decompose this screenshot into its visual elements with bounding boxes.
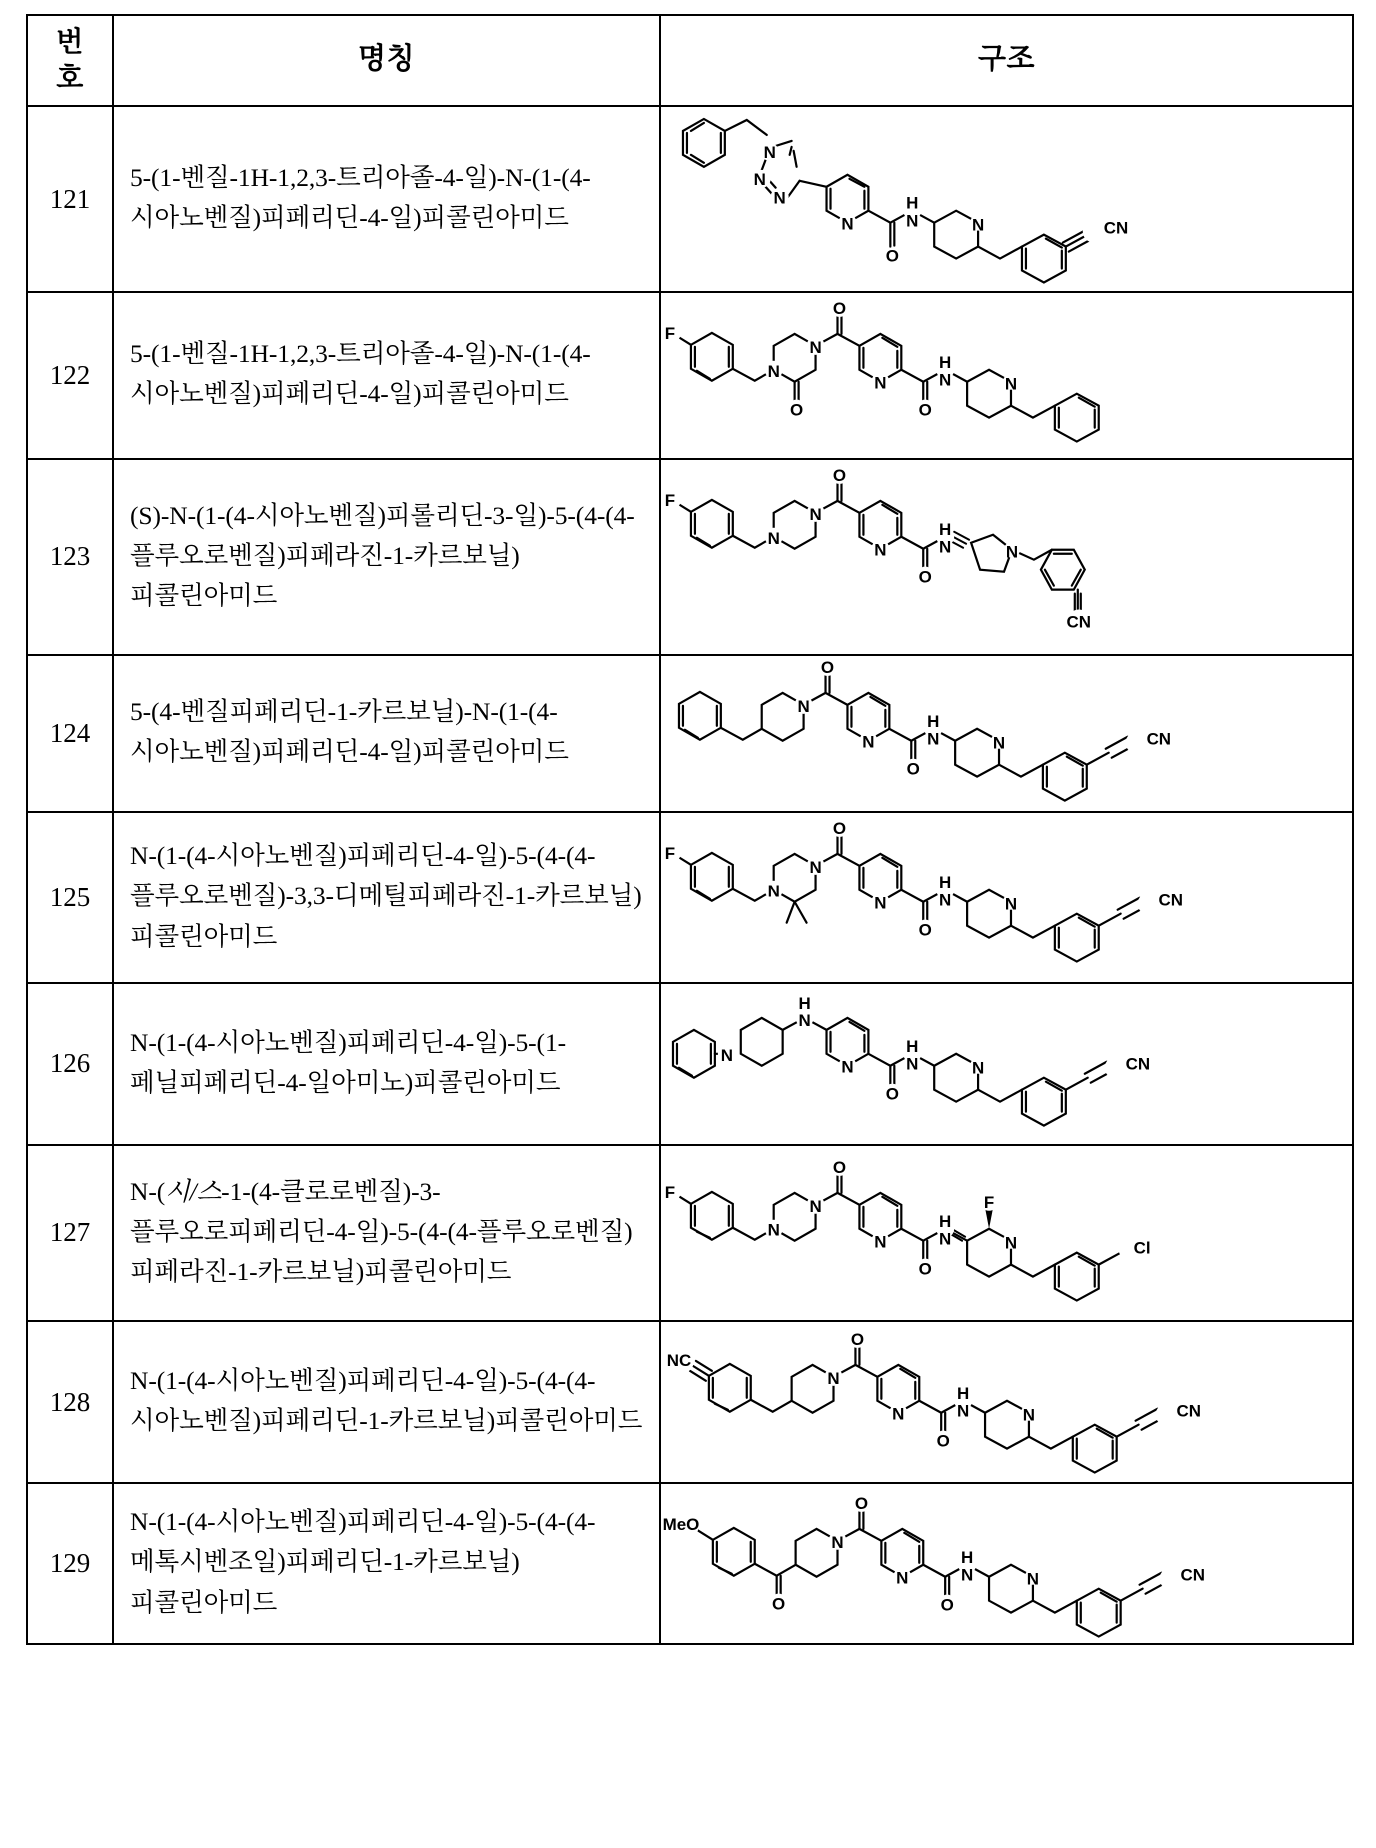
atom-label-piperidine-n: N — [1004, 374, 1018, 394]
atom-label-n2: N — [753, 169, 766, 189]
atom-label-amide-n: N — [927, 729, 940, 749]
atom-label-piperazine-n4: N — [767, 528, 780, 548]
atom-label-piperidine-n: N — [1004, 1233, 1018, 1253]
atom-label-cn: CN — [1146, 729, 1172, 749]
atom-label-aniline-n: N — [720, 1045, 733, 1065]
table-row — [27, 983, 1353, 1145]
atom-label-carbonyl-o2: O — [936, 1431, 950, 1451]
structure-diagram-124 — [661, 656, 1352, 811]
compound-number: 122 — [27, 292, 113, 459]
atom-label-carbonyl-o1: O — [832, 818, 847, 838]
atom-label-piperazine-n4: N — [767, 1220, 780, 1240]
atom-label-ketone-o: O — [772, 1594, 786, 1614]
compound-number: 128 — [27, 1321, 113, 1483]
atom-label-cn: CN — [1158, 890, 1184, 910]
atom-label-pyridine-n: N — [841, 214, 854, 234]
atom-label-carbonyl-o2: O — [918, 1259, 932, 1279]
atom-label-cn: CN — [1176, 1401, 1201, 1421]
atom-label-amide-n: N — [939, 1229, 952, 1249]
compound-name: N-(1-(4-시아노벤질)피페리딘-4-일)-5-(1-페닐피페리딘-4-일아미노)피콜린아미드 — [113, 983, 660, 1145]
atom-label-pyridine-n: N — [874, 373, 887, 393]
atom-label-nh-h: H — [798, 994, 811, 1014]
column-header-name: 명칭 — [113, 15, 660, 106]
atom-label-f: F — [664, 324, 676, 344]
atom-label-n1: N — [763, 142, 776, 162]
atom-label-amide-h: H — [906, 193, 919, 213]
atom-label-lactam-o: O — [790, 400, 804, 420]
compound-number: 129 — [27, 1483, 113, 1645]
table-row — [27, 106, 1353, 292]
compound-structure — [660, 655, 1353, 812]
compound-name: 5-(1-벤질-1H-1,2,3-트리아졸-4-일)-N-(1-(4-시아노벤질)피페리딘-4-일)피콜린아미드 — [113, 106, 660, 292]
atom-label-piperazine-n1: N — [809, 338, 822, 358]
atom-label-cn: CN — [1066, 612, 1092, 632]
atom-label-piperidine-n2: N — [1026, 1569, 1040, 1589]
table-row — [27, 459, 1353, 655]
column-header-number — [27, 15, 113, 106]
atom-label-piperazine-n4: N — [767, 361, 780, 381]
atom-label-pyridine-n: N — [874, 1232, 887, 1252]
compound-name: 5-(4-벤질피페리딘-1-카르보닐)-N-(1-(4-시아노벤질)피페리딘-4-일)피콜린아미드 — [113, 655, 660, 812]
atom-label-cn: CN — [1103, 218, 1129, 238]
table-row — [27, 1145, 1353, 1321]
atom-label-piperidine-n: N — [971, 1058, 985, 1078]
atom-label-piperazine-n1: N — [809, 504, 822, 524]
atom-label-amide-n: N — [960, 1565, 974, 1585]
structure-diagram-129 — [661, 1484, 1352, 1644]
compound-structure — [660, 1321, 1353, 1483]
table-row — [27, 292, 1353, 459]
atom-label-piperidine-n2: N — [1022, 1405, 1036, 1425]
atom-label-f: F — [664, 490, 676, 510]
compound-name: N-(1-(4-시아노벤질)피페리딘-4-일)-5-(4-(4-플루오로벤질)-3,3-디메틸피페라진-1-카르보닐)피콜린아미드 — [113, 812, 660, 984]
atom-label-pyrrolidine-n: N — [1005, 542, 1019, 562]
compound-name — [113, 1145, 660, 1321]
atom-label-amide-h: H — [939, 519, 952, 539]
atom-label-n3: N — [773, 188, 786, 208]
atom-label-f1: F — [664, 1182, 676, 1202]
atom-label-nc: NC — [666, 1351, 692, 1371]
structure-diagram-126 — [661, 984, 1352, 1144]
atom-label-amide-n: N — [939, 537, 952, 557]
atom-label-meo: MeO — [662, 1514, 700, 1534]
atom-label-piperazine-n4: N — [767, 881, 780, 901]
table-row — [27, 1321, 1353, 1483]
column-header-structure: 구조 — [660, 15, 1353, 106]
compound-number: 125 — [27, 812, 113, 984]
atom-label-pyridine-n: N — [874, 540, 887, 560]
atom-label-amide-n: N — [939, 890, 952, 910]
atom-label-carbonyl-o2: O — [918, 567, 932, 587]
atom-label-carbonyl-o2: O — [918, 920, 932, 940]
atom-label-nh-n: N — [798, 1011, 811, 1031]
atom-label-amide-h: H — [906, 1037, 919, 1057]
atom-label-piperidine-n2: N — [992, 733, 1006, 753]
atom-label-carbonyl-o1: O — [854, 1493, 869, 1513]
structure-diagram-121 — [661, 107, 1352, 291]
atom-label-cn: CN — [1125, 1054, 1151, 1074]
column-header-number-line1: 번 — [56, 26, 84, 57]
compound-number: 127 — [27, 1145, 113, 1321]
atom-label-pyridine-n: N — [874, 893, 887, 913]
atom-label-carbonyl-o1: O — [850, 1330, 865, 1350]
compound-table — [26, 14, 1354, 1645]
compound-structure — [660, 1145, 1353, 1321]
structure-diagram-128 — [661, 1322, 1352, 1482]
atom-label-carbonyl-o2: O — [918, 400, 932, 420]
compound-structure — [660, 459, 1353, 655]
atom-label-piperidine-n1: N — [797, 697, 810, 717]
compound-structure — [660, 812, 1353, 984]
table-row — [27, 1483, 1353, 1645]
table-row — [27, 812, 1353, 984]
atom-label-amide-n: N — [906, 211, 919, 231]
atom-label-carbonyl-o: O — [885, 1084, 899, 1104]
structure-diagram-123 — [661, 460, 1352, 654]
atom-label-pyridine-n: N — [892, 1404, 905, 1424]
atom-label-pyridine-n: N — [862, 732, 875, 752]
atom-label-amide-h: H — [960, 1547, 974, 1567]
atom-label-piperidine-n: N — [971, 215, 985, 235]
compound-name-stereo: 시/스 — [165, 1176, 222, 1206]
structure-diagram-122 — [661, 293, 1352, 458]
atom-label-amide-n: N — [957, 1401, 970, 1421]
atom-label-amide-n: N — [939, 370, 952, 390]
atom-label-amide-h: H — [957, 1384, 970, 1404]
compound-structure — [660, 106, 1353, 292]
atom-label-carbonyl-o2: O — [906, 759, 920, 779]
compound-number: 126 — [27, 983, 113, 1145]
compound-name: (S)-N-(1-(4-시아노벤질)피롤리딘-3-일)-5-(4-(4-플루오로벤질)피페라진-1-카르보닐)피콜린아미드 — [113, 459, 660, 655]
structure-diagram-125 — [661, 813, 1352, 983]
compound-number: 124 — [27, 655, 113, 812]
atom-label-f: F — [664, 843, 676, 863]
compound-name-suffix: -1-(4-클로로벤질)-3-플루오로피페리딘-4-일)-5-(4-(4-플루오로벤질)피페라진-1-카르보닐)피콜린아미드 — [130, 1176, 633, 1287]
atom-label-piperidine-n1: N — [831, 1532, 844, 1552]
compound-name: 5-(1-벤질-1H-1,2,3-트리아졸-4-일)-N-(1-(4-시아노벤질)피페리딘-4-일)피콜린아미드 — [113, 292, 660, 459]
atom-label-pyridine-n: N — [896, 1568, 909, 1588]
atom-label-amide-h: H — [927, 711, 940, 731]
compound-structure — [660, 1483, 1353, 1645]
atom-label-cn: CN — [1180, 1565, 1205, 1585]
atom-label-carbonyl-o1: O — [832, 299, 847, 319]
atom-label-pyridine-n: N — [841, 1057, 854, 1077]
atom-label-carbonyl-o2: O — [940, 1595, 954, 1615]
atom-label-piperazine-n1: N — [809, 857, 822, 877]
atom-label-f2: F — [983, 1192, 995, 1212]
atom-label-amide-h: H — [939, 872, 952, 892]
table-row — [27, 655, 1353, 812]
compound-structure — [660, 292, 1353, 459]
compound-name: N-(1-(4-시아노벤질)피페리딘-4-일)-5-(4-(4-메톡시벤조일)피페리딘-1-카르보닐)피콜린아미드 — [113, 1483, 660, 1645]
table-header-row — [27, 15, 1353, 106]
atom-label-carbonyl-o1: O — [832, 1157, 847, 1177]
atom-label-carbonyl-o1: O — [820, 658, 835, 678]
atom-label-piperidine-n1: N — [827, 1369, 840, 1389]
compound-structure — [660, 983, 1353, 1145]
atom-label-carbonyl-o: O — [885, 246, 899, 266]
compound-name-prefix: N-( — [130, 1176, 166, 1206]
atom-label-amide-n: N — [906, 1054, 919, 1074]
compound-number: 121 — [27, 106, 113, 292]
atom-label-carbonyl-o1: O — [832, 465, 847, 485]
atom-label-cl: Cl — [1133, 1238, 1151, 1258]
atom-label-amide-h: H — [939, 1211, 952, 1231]
compound-number: 123 — [27, 459, 113, 655]
atom-label-amide-h: H — [939, 353, 952, 373]
atom-label-piperidine-n: N — [1004, 894, 1018, 914]
structure-diagram-127 — [661, 1146, 1352, 1320]
atom-label-piperazine-n1: N — [809, 1196, 822, 1216]
compound-name: N-(1-(4-시아노벤질)피페리딘-4-일)-5-(4-(4-시아노벤질)피페리딘-1-카르보닐)피콜린아미드 — [113, 1321, 660, 1483]
column-header-number-line2: 호 — [56, 62, 84, 94]
